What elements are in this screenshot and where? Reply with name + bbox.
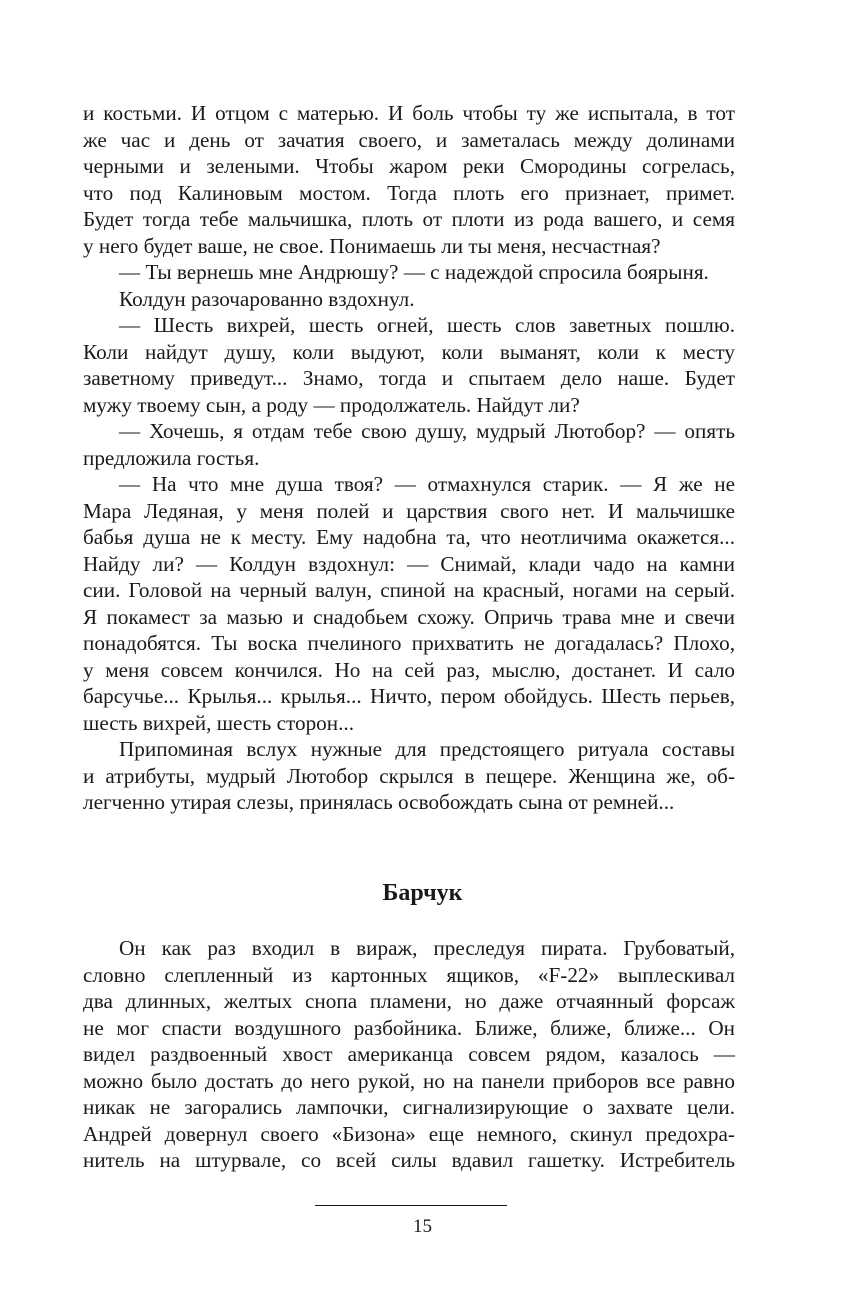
text-line: нитель на штурвале, со всей силы вдавил гашетку. Истребитель [83,1148,735,1172]
text-line: мужу твоему сын, а роду — продолжатель. Найдут ли? [83,392,580,417]
text-line: легченно утирая слезы, принялась освобождать сына от ремней... [83,790,675,814]
text-line: Андрей довернул своего «Бизона» еще немного, скинул предохра- [83,1121,735,1146]
text-line: словно слепленный из картонных ящиков, «F-22» выплескивал [83,962,735,987]
text-line: — Ты вернешь мне Андрюшу? — с надеждой спросила боярыня. [119,260,709,284]
text-line: — Шесть вихрей, шесть огней, шесть слов заветных пошлю. [119,313,735,337]
text-block-1 [83,100,735,816]
text-line: Коли найдут душу, коли выдуют, коли выманят, коли к месту [83,339,735,364]
text-line: Припоминая вслух нужные для предстоящего ритуала составы [119,737,735,761]
chapter-title: Барчук [382,880,463,906]
text-line: предложила гостья. [83,445,260,470]
text-line: можно было достать до него рукой, но на панели приборов все равно [83,1068,735,1093]
text-line: понадобятся. Ты воска пчелиного прихватить не догадалась? Плохо, [83,631,735,655]
text-line: у меня совсем кончился. Но на сей раз, мыслю, достанет. И сало [83,657,735,682]
text-line: Он как раз входил в вираж, преследуя пирата. Грубоватый, [119,936,735,960]
text-line: барсучье... Крылья... крылья... Ничто, пером обойдусь. Шесть перьев, [83,684,735,708]
text-line: два длинных, желтых снопа пламени, но даже отчаянный форсаж [83,989,735,1013]
text-line: же час и день от зачатия своего, и заметалась между долинами [83,127,735,152]
text-line: и костьми. И отцом с матерью. И боль чтобы ту же испытала, в тот [83,101,735,125]
text-line: не мог спасти воздушного разбойника. Ближе, ближе, ближе... Он [83,1015,735,1040]
text-line: что под Калиновым мостом. Тогда плоть его признает, примет. [83,180,735,205]
footer-rule [315,1205,507,1206]
text-line: бабья душа не к месту. Ему надобна та, что неотличима окажется... [83,525,735,549]
text-line: сии. Головой на черный валун, спиной на красный, ногами на серый. [83,578,735,602]
text-line: Колдун разочарованно вздохнул. [119,286,415,311]
text-line: заветному приведут... Знамо, тогда и спытаем дело наше. Будет [83,366,735,390]
text-line: — На что мне душа твоя? — отмахнулся старик. — Я же не [119,472,735,496]
text-line: видел раздвоенный хвост американца совсем рядом, казалось — [83,1042,735,1066]
text-block-2 [83,935,735,1174]
text-line: никак не загорались лампочки, сигнализирующие о захвате цели. [83,1095,735,1119]
text-line: у него будет ваше, не свое. Понимаешь ли ты меня, несчастная? [83,233,661,258]
text-line: и атрибуты, мудрый Лютобор скрылся в пещере. Женщина же, об- [83,763,735,788]
text-line: черными и зелеными. Чтобы жаром реки Смородины согрелась, [83,154,735,178]
text-line: шесть вихрей, шесть сторон... [83,710,354,735]
text-line: Я покамест за мазью и снадобьем схожу. Опричь трава мне и свечи [83,604,735,629]
text-line: Будет тогда тебе мальчишка, плоть от плоти из рода вашего, и семя [83,207,735,231]
text-line: — Хочешь, я отдам тебе свою душу, мудрый Лютобор? — опять [119,419,735,443]
text-line: Мара Ледяная, у меня полей и царствия свого нет. И мальчишке [83,498,735,523]
text-line: Найду ли? — Колдун вздохнул: — Снимай, клади чадо на камни [83,551,735,576]
page-number: 15 [413,1216,432,1237]
